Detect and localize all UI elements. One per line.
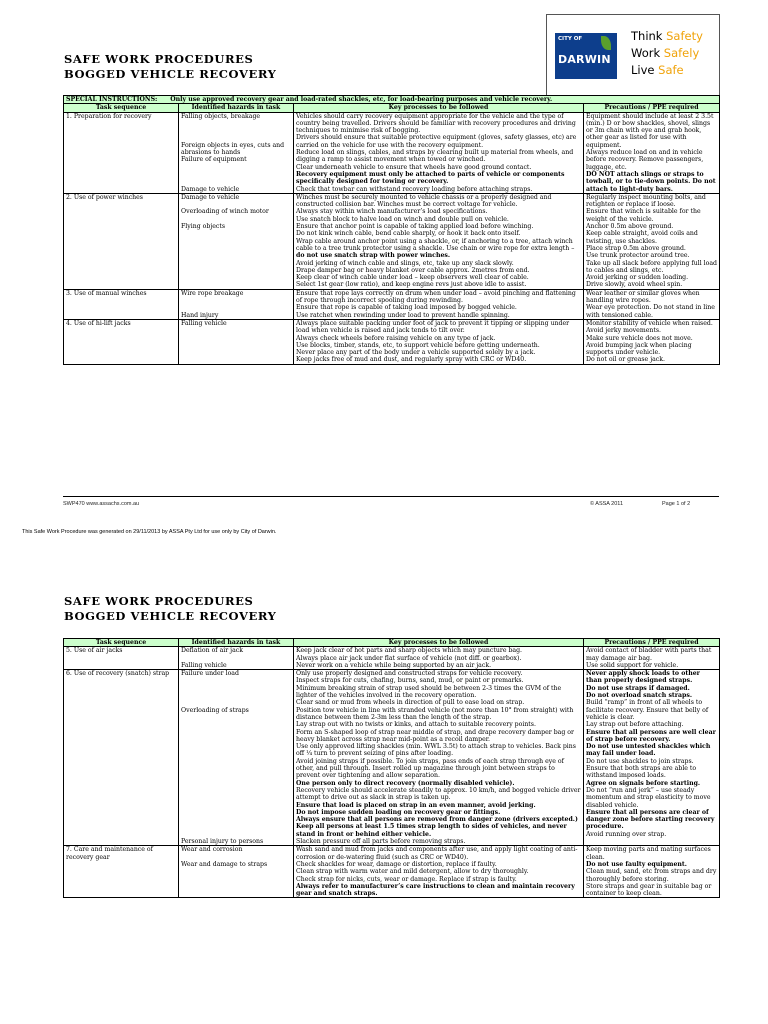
table-row xyxy=(64,112,720,193)
hazard-item: Failure of equipment xyxy=(181,156,247,164)
hazard-item xyxy=(181,802,291,809)
process-item: Ensure that anchor point is capable of taking applied load before winching. xyxy=(296,223,534,231)
process-item: Always stay within winch manufacturer’s load specifications. xyxy=(296,208,488,216)
hazards-cell xyxy=(179,112,294,193)
precaution-item: Do not use shackles to join straps. Ensure that both straps are able to withstand imposed loads. xyxy=(586,757,697,780)
column-header: Identified hazards in task xyxy=(179,639,294,647)
process-item: Minimum breaking strain of strap used should be between 2-3 times the GVM of the lighter of the vehicles involved in the recovery operation. xyxy=(296,684,562,700)
hazard-item xyxy=(181,765,291,772)
precautions-cell xyxy=(584,112,720,193)
hazard-item xyxy=(181,750,291,757)
process-item: Do not impose sudden loading on recovery gear or fittings. xyxy=(296,808,501,816)
document-title-page-two: SAFE WORK PROCEDURES xyxy=(64,594,254,608)
table-row xyxy=(64,670,720,846)
precaution-item: Monitor stability of vehicle when raised. Avoid jerky movements. xyxy=(586,319,713,335)
hazard-item: Damage to vehicle xyxy=(181,193,240,201)
process-item: Do not kink winch cable, bend cable sharply, or hook it back onto itself. xyxy=(296,230,521,238)
logo-name-text: DARWIN xyxy=(558,53,611,66)
hazard-item xyxy=(181,787,291,794)
slogan-think: Think Safety xyxy=(631,29,703,43)
hazard-item xyxy=(181,127,291,134)
hazards-cell xyxy=(179,319,294,364)
hazard-item xyxy=(181,721,291,728)
table-row xyxy=(64,289,720,319)
precautions-cell xyxy=(584,647,720,670)
hazard-item xyxy=(181,171,291,178)
hazard-item: Personal injury to persons xyxy=(181,838,264,846)
process-item: Ensure that rope lays correctly on drum when under load – avoid pinching and flattening of rope through incorrect spooling during rewinding. xyxy=(296,289,576,305)
special-instructions-label: SPECIAL INSTRUCTIONS: xyxy=(66,96,158,103)
procedure-table-page-two xyxy=(63,638,720,898)
hazard-item xyxy=(181,743,291,750)
precaution-item: Take up all slack before applying full load to cables and slings, etc. xyxy=(586,259,718,274)
precautions-cell xyxy=(584,670,720,846)
precaution-item: Make sure vehicle does not move. xyxy=(586,334,693,342)
precaution-item: Store straps and gear in suitable bag or container to keep clean. xyxy=(586,882,712,898)
table-row xyxy=(64,193,720,289)
task-sequence-cell: 2. Use of power winches xyxy=(64,193,179,289)
hazard-item xyxy=(181,216,291,223)
logo-city-text: CITY OF xyxy=(558,36,583,42)
hazard-item xyxy=(181,729,291,736)
precaution-item: Do not oil or grease jack. xyxy=(586,356,665,364)
column-header: Precautions / PPE required xyxy=(584,104,720,112)
process-item: Clear sand or mud from wheels in direction of pull to ease load on strap. xyxy=(296,699,525,707)
hazard-item xyxy=(181,823,291,830)
task-sequence-cell: 5. Use of air jacks xyxy=(64,647,179,670)
document-title: SAFE WORK PROCEDURES xyxy=(64,52,254,66)
process-item: Ensure that load is placed on strap in an even manner, avoid jerking. xyxy=(296,801,536,809)
process-item: Ensure that rope is capable of taking load imposed by bogged vehicle. xyxy=(296,304,517,312)
table-header-row xyxy=(64,639,720,647)
key-processes-cell xyxy=(294,647,584,670)
precaution-item: DO NOT attach slings or straps to towball, or to tie-down points. Do not attach to light-duty bars. xyxy=(586,170,716,193)
precaution-item: Agree on signals before starting. xyxy=(586,779,701,787)
process-item: Use ratchet when rewinding under load to prevent handle spinning. xyxy=(296,311,510,319)
precautions-cell xyxy=(584,289,720,319)
process-item: Recovery equipment must only be attached to parts of vehicle or components specifically designed for towing or recovery. xyxy=(296,170,565,186)
hazard-item xyxy=(181,134,291,141)
process-item: Vehicles should carry recovery equipment appropriate for the vehicle and the type of country being travelled. Drivers should be familiar with recovery procedures and driving techniques to minimise risk of bogging. xyxy=(296,112,576,135)
process-item: Wrap cable around anchor point using a shackle, or, if anchoring to a tree, attach winch cable to a tree trunk protector using a shackle. Use chain or wire rope for extra length – do not use snatch strap with power winches. xyxy=(296,237,575,260)
special-instructions-text: Only use approved recovery gear and load-rated shackles, etc, for load-bearing purposes and vehicle recovery. xyxy=(170,96,553,103)
precautions-cell xyxy=(584,193,720,289)
hazard-item: Overloading of winch motor xyxy=(181,208,269,216)
precaution-item: Equipment should include at least 2 3.5t (min.) D or bow shackles, shovel, slings or 3m chain with eye and grab hook, other gear as listed for use with equipment. xyxy=(586,112,714,149)
table-row xyxy=(64,319,720,364)
key-processes-cell xyxy=(294,289,584,319)
hazard-item xyxy=(181,772,291,779)
process-item: Avoid jerking of winch cable and slings, etc, take up any slack slowly. xyxy=(296,259,514,267)
document-subtitle: BOGGED VEHICLE RECOVERY xyxy=(64,67,277,81)
process-item: Drivers should ensure that suitable protective equipment (gloves, safety glasses, etc) are carried on the vehicle for use with the recovery equipment. xyxy=(296,134,577,149)
page-two xyxy=(0,562,768,1024)
process-item: Only use properly designed and constructed straps for vehicle recovery. xyxy=(296,670,523,678)
process-item: Slacken pressure off all parts before removing straps. xyxy=(296,838,466,846)
process-item: Never place any part of the body under a vehicle supported solely by a jack. xyxy=(296,349,536,357)
precaution-item: Do not use untested shackles which may fail under load. xyxy=(586,743,711,758)
task-sequence-cell: 1. Preparation for recovery xyxy=(64,112,179,193)
precaution-item: Do not overload snatch straps. xyxy=(586,692,693,700)
leaf-icon xyxy=(601,36,611,50)
hazards-cell xyxy=(179,647,294,670)
process-item: Use blocks, timber, stands, etc, to support vehicle before getting underneath. xyxy=(296,341,540,349)
precautions-cell xyxy=(584,846,720,898)
process-item: Avoid joining straps if possible. To join straps, pass ends of each strap through eye of other, and pull through. Insert rolled up magazine through joint between straps to prevent over tightening and allow separation. xyxy=(296,757,564,780)
hazard-item: Wear and corrosion xyxy=(181,846,243,854)
hazard-item xyxy=(181,677,291,684)
process-item: Wash sand and mud from jacks and components after use, and apply light coating of anti-corrosion or de-watering fluid (such as CRC or WD40). xyxy=(296,846,578,861)
hazard-item xyxy=(181,758,291,765)
column-header: Key processes to be followed xyxy=(294,104,584,112)
precaution-item: Wear leather or similar gloves when handling wire ropes. xyxy=(586,289,700,305)
precaution-item: Use trunk protector around tree. xyxy=(586,252,690,260)
key-processes-cell xyxy=(294,193,584,289)
slogan-live: Live Safe xyxy=(631,63,684,77)
process-item: Recovery vehicle should accelerate steadily to approx. 10 km/h, and bogged vehicle driver attempt to drive out as slack in strap is taken up. xyxy=(296,786,581,802)
process-item: Reduce load on slings, cables, and straps by clearing built up material from wheels, and digging a ramp to assist movement when towed or winched. xyxy=(296,149,574,164)
precaution-item: Keep cable straight, avoid coils and twisting, use shackles. xyxy=(586,230,698,245)
column-header: Precautions / PPE required xyxy=(584,639,720,647)
table-row xyxy=(64,647,720,670)
hazard-item xyxy=(181,655,291,662)
precaution-item: Anchor 0.5m above ground. xyxy=(586,223,674,231)
process-item: Check shackles for wear, damage or distortion, replace if faulty. xyxy=(296,860,497,868)
hazard-item: Hand injury xyxy=(181,311,219,319)
precaution-item: Build “ramp” in front of all wheels to facilitate recovery. Ensure that belly of vehicle is clear. xyxy=(586,699,709,721)
generated-notice: This Safe Work Procedure was generated on 29/11/2013 by ASSA Pty Ltd for use only by City of Darwin. xyxy=(22,529,277,535)
column-header: Identified hazards in task xyxy=(179,104,294,112)
precaution-item: Keep moving parts and mating surfaces clean. xyxy=(586,846,711,861)
hazard-item xyxy=(181,809,291,816)
hazard-item: Failure under load xyxy=(181,670,239,678)
process-item: Always ensure that all persons are removed from danger zone (drivers excepted.) Keep all persons at least 1.5 times strap length to sides of vehicles, and never stand in front or behind either vehicle. xyxy=(296,816,578,838)
process-item: Clean strap with warm water and mild detergent, allow to dry thoroughly. xyxy=(296,868,529,876)
precaution-item: Ensure that all persons are clear of danger zone before starting recovery procedure. xyxy=(586,808,715,831)
process-item: Drape damper bag or heavy blanket over cable approx. 2metres from end. xyxy=(296,266,530,274)
process-item: Never work on a vehicle while being supported by an air jack. xyxy=(296,661,492,669)
hazard-item xyxy=(181,780,291,787)
hazard-item xyxy=(181,831,291,838)
precaution-item: Regularly inspect mounting bolts, and retighten or replace if loose. xyxy=(586,193,706,209)
hazard-item xyxy=(181,699,291,706)
hazards-cell xyxy=(179,289,294,319)
process-item: Keep jack clear of hot parts and sharp objects which may puncture bag. xyxy=(296,647,523,655)
hazards-cell xyxy=(179,846,294,898)
precaution-item: Ensure that winch is suitable for the weight of the vehicle. xyxy=(586,208,701,223)
hazard-item xyxy=(181,685,291,692)
hazard-item: Deflation of air jack xyxy=(181,647,243,655)
hazard-item xyxy=(181,714,291,721)
darwin-logo-mark xyxy=(555,33,617,79)
process-item: Select 1st gear (low ratio), and keep engine revs just above idle to assist. xyxy=(296,281,527,289)
process-item: One person only to direct recovery (normally disabled vehicle). xyxy=(296,779,515,787)
task-sequence-cell: 4. Use of hi-lift jacks xyxy=(64,319,179,364)
hazard-item xyxy=(181,304,291,311)
table-row xyxy=(64,846,720,898)
precaution-item: Clean mud, sand, etc from straps and dry thoroughly before storing. xyxy=(586,868,717,883)
process-item: Form an S-shaped loop of strap near middle of strap, and drape recovery damper bag or heavy blanket across strap near mid-point as a recoil damper. xyxy=(296,728,574,743)
task-sequence-cell: 7. Care and maintenance of recovery gear xyxy=(64,846,179,898)
hazard-item xyxy=(181,164,291,171)
precaution-item: Never apply shock loads to other than properly designed straps. xyxy=(586,670,700,685)
precaution-item: Avoid jerking or sudden loading. xyxy=(586,274,689,282)
process-item: Use only approved lifting shackles (min. WWL 3.5t) to attach strap to vehicles. Back pins off ¼ turn to prevent seizing of pins after loading. xyxy=(296,743,576,758)
hazard-item: Foreign objects in eyes, cuts and abrasions to hands xyxy=(181,141,285,157)
hazard-item: Falling vehicle xyxy=(181,319,227,327)
hazard-item: Damage to vehicle xyxy=(181,185,240,193)
process-item: Always place suitable packing under foot of jack to prevent it tipping or slipping under load when vehicle is raised and jack tends to tilt over. xyxy=(296,319,570,335)
precaution-item: Do not use faulty equipment. xyxy=(586,860,687,868)
process-item: Winches must be securely mounted to vehicle chassis or a properly designed and constructed collision bar. Winches must be correct voltage for vehicle. xyxy=(296,193,552,209)
hazard-item: Falling vehicle xyxy=(181,661,227,669)
procedure-table-page-one xyxy=(63,95,720,365)
hazard-item xyxy=(181,201,291,208)
column-header: Key processes to be followed xyxy=(294,639,584,647)
process-item: Inspect straps for cuts, chafing, burns, sand, mud, or paint or premarks. xyxy=(296,677,524,685)
process-item: Always check wheels before raising vehicle on any type of jack. xyxy=(296,334,496,342)
process-item: Check strap for nicks, cuts, wear or damage. Replace if strap is faulty. xyxy=(296,875,517,883)
task-sequence-cell: 6. Use of recovery (snatch) strap xyxy=(64,670,179,846)
city-of-darwin-logo xyxy=(546,14,720,96)
precaution-item: Place strap 0.5m above ground. xyxy=(586,244,686,252)
document-subtitle-page-two: BOGGED VEHICLE RECOVERY xyxy=(64,609,277,623)
slogan-work: Work Safely xyxy=(631,46,700,60)
precaution-item: Use solid support for vehicle. xyxy=(586,661,679,669)
process-item: Keep clear of winch cable under load – keep observers well clear of cable. xyxy=(296,274,529,282)
hazard-item xyxy=(181,120,291,127)
precaution-item: Ensure that all persons are well clear of strap before recovery. xyxy=(586,728,716,743)
precaution-item: Wear eye protection. Do not stand in line with tensioned cable. xyxy=(586,304,715,319)
hazard-item: Falling objects, breakage xyxy=(181,112,261,120)
process-item: Always refer to manufacturer’s care instructions to clean and maintain recovery gear and snatch straps. xyxy=(296,882,575,898)
footer-page-number: Page 1 of 2 xyxy=(662,501,691,507)
hazard-item xyxy=(181,178,291,185)
task-sequence-cell: 3. Use of manual winches xyxy=(64,289,179,319)
precaution-item: Always reduce load on and in vehicle before recovery. Remove passengers, luggage, etc. xyxy=(586,149,704,171)
special-instructions-row xyxy=(64,96,720,104)
hazards-cell xyxy=(179,193,294,289)
key-processes-cell xyxy=(294,112,584,193)
hazards-cell xyxy=(179,670,294,846)
precaution-item: Lay strap out before attaching. xyxy=(586,721,684,729)
process-item: Always place air jack under flat surface of vehicle (not diff. or gearbox). xyxy=(296,654,522,662)
hazard-item xyxy=(181,692,291,699)
precaution-item: Avoid bumping jack when placing supports under vehicle. xyxy=(586,341,692,357)
column-header: Task sequence xyxy=(64,639,179,647)
hazard-item xyxy=(181,736,291,743)
footer-copyright: © ASSA 2011 xyxy=(590,501,624,507)
precaution-item: Drive slowly, avoid wheel spin. xyxy=(586,281,683,289)
process-item: Check that towbar can withstand recovery loading before attaching straps. xyxy=(296,185,533,193)
column-header: Task sequence xyxy=(64,104,179,112)
precaution-item: Avoid contact of bladder with parts that may damage air bag. xyxy=(586,647,712,662)
table-header-row xyxy=(64,104,720,112)
footer-rule xyxy=(63,496,719,497)
hazard-item xyxy=(181,794,291,801)
hazard-item xyxy=(181,854,291,861)
precaution-item: Avoid running over strap. xyxy=(586,830,667,838)
key-processes-cell xyxy=(294,319,584,364)
precaution-item: Do not “run and jerk” – use steady momentum and strap elasticity to move disabled vehicle. xyxy=(586,786,711,809)
process-item: Position tow vehicle in line with stranded vehicle (not more than 10° from straight) with distance between them 2-3m less than the length of the strap. xyxy=(296,706,574,721)
precautions-cell xyxy=(584,319,720,364)
precaution-item: Do not use straps if damaged. xyxy=(586,684,690,692)
hazard-item xyxy=(181,816,291,823)
footer-code: SWP470 www.assachs.com.au xyxy=(63,501,140,507)
key-processes-cell xyxy=(294,670,584,846)
hazard-item: Wear and damage to straps xyxy=(181,860,268,868)
hazard-item: Overloading of straps xyxy=(181,706,249,714)
process-item: Keep jacks free of mud and dust, and regularly spray with CRC or WD40. xyxy=(296,356,527,364)
key-processes-cell xyxy=(294,846,584,898)
hazard-item: Flying objects xyxy=(181,223,226,231)
process-item: Use snatch block to halve load on winch and double pull on vehicle. xyxy=(296,215,509,223)
hazard-item xyxy=(181,297,291,304)
hazard-item: Wire rope breakage xyxy=(181,289,244,297)
process-item: Lay strap out with no twists or kinks, and attach to suitable recovery points. xyxy=(296,721,536,729)
process-item: Clear underneath vehicle to ensure that wheels have good ground contact. xyxy=(296,163,532,171)
